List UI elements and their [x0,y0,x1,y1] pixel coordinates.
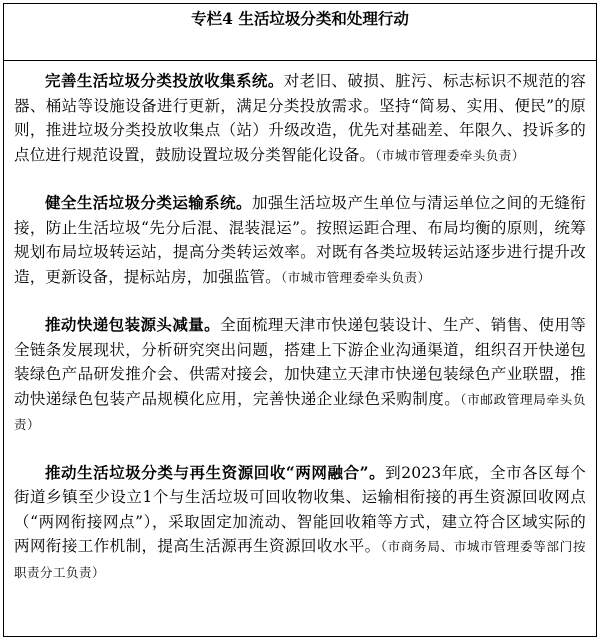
paragraph-lead: 完善生活垃圾分类投放收集系统。 [45,71,284,90]
responsible-note: （市城市管理委牵头负责） [375,147,525,163]
paragraph-body: 加强生活垃圾产生单位与清运单位之间的无缝衔接，防止生活垃圾“先分后混、混装混运”。按照运距合理、布局均衡的原则，统筹规划布局垃圾转运站，提高分类转运效率。对既有各类垃圾转运站逐步进行提升改造，更新设备，提标站房，加强监管。 [14,194,586,286]
paragraph-body: 对老旧、破损、脏污、标志标识不规范的容器、桶站等设施设备进行更新，满足分类投放需求。坚持“简易、实用、便民”的原则，推进垃圾分类投放收集点（站）升级改造，优先对基础差、年限久、投诉多的点位进行规范设置，鼓励设置垃圾分类智能化设备。 [14,72,586,164]
paragraph-express-packaging [14,313,586,438]
paragraph-lead: 推动生活垃圾分类与再生资源回收“两网融合”。 [45,462,386,482]
column-content [4,61,596,585]
responsible-note: （市城市管理委牵头负责） [280,269,431,285]
responsible-note: （市商务局、市城市管理委等部门按职责分工负责） [14,539,586,580]
responsible-note: （市邮政管理局牵头负责） [14,391,586,432]
paragraph-collection [14,69,586,168]
paragraph-body: 全面梳理天津市快递包装设计、生产、销售、使用等全链条发展现状，分析研究突出问题，搭建上下游企业沟通渠道，组织召开快递包装绿色产品研发推介会、供需对接会，加快建立天津市快递包装绿色产业联盟，推动快递绿色包装产品规模化应用，完善快递企业绿色采购制度。 [14,316,587,408]
paragraph-two-networks [14,461,586,586]
paragraph-transport [14,191,586,290]
column-title: 专栏4 生活垃圾分类和处理行动 [4,4,596,61]
paragraph-body: 到2023年底，全市各区每个街道乡镇至少设立1个与生活垃圾可回收物收集、运输相衔接的再生资源回收网点（“两网衔接网点”），采取固定加流动、智能回收箱等方式，建立符合区域实际的两网衔接工作机制，提高生活源再生资源回收水平。 [14,463,587,555]
paragraph-lead: 推动快递包装源头减量。 [45,315,221,334]
paragraph-lead: 健全生活垃圾分类运输系统。 [45,193,252,212]
column-box [3,3,597,637]
